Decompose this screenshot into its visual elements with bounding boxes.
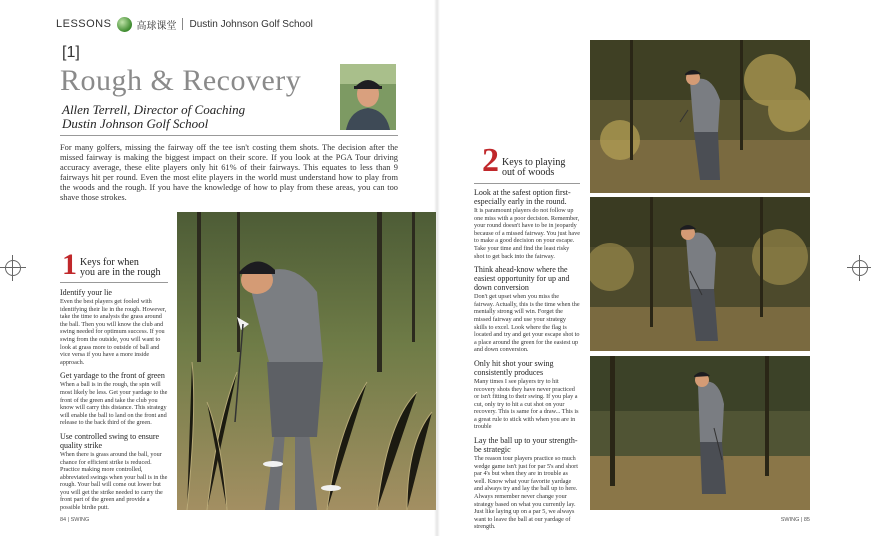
key-item-body: Many times I see players try to hit recovery shots they have never practiced or isn't fitting to their swing. If you play a cut, only try to hit a cut shot on your recovery. This is same for a draw... This is a great rule to stick with when you are in trouble [474,377,579,431]
key-item-body: Even the best players get fooled with identifying their lie in the rough. However, take the time to analysis the grass around the ball. Then you will know the club and swing needed for optimum success. If you swing from the outside, you will want to look at grass more to outside of ball and vice versa if you have a more inside approach. [60,298,167,366]
intro-paragraph: For many golfers, missing the fairway off the tee isn't costing them shots. The decision after the missed fairway is making the biggest impact on their score. If you look at the PGA Tour driving accuracy average, these elite players only hit 61% of their fairways. This equates to less than 9 fairways hit per round. Even the most elite players in the world must understand how to play from the woods and the rough. If you have the knowledge of how to play from these areas, you can too shave those strokes. [60,143,398,202]
article-title: Rough & Recovery [60,64,302,97]
key-item [60,371,168,427]
key-item [474,436,580,531]
section-1-number: 1 [62,248,77,281]
page-header [56,14,313,34]
byline-school: Dustin Johnson Golf School [62,116,209,131]
section-2-rule [474,183,580,184]
section-1-heading-line-1: Keys for when [80,257,139,268]
key-item-title: Only hit shot your swing consistently produces [474,358,554,377]
golf-ball-logo-icon [117,17,132,32]
section-label: LESSONS [56,18,112,30]
registration-mark-icon [0,255,26,281]
title-rule [60,135,398,136]
article-number: [1] [62,44,80,61]
section-2-column [474,188,580,536]
key-item-body: The reason tour players practice so much wedge game isn't just for par 5's and short par 4's but when they are in trouble as well. Know what your favorite yardage and always try and lay the ball up to here. Always remember never change your strategy based on what you currently lay. Just like laying up on a par 5, we always want to leave the ball at our yardage of strength. [474,455,578,531]
section-1-rule [60,282,168,283]
key-item-body: When there is grass around the ball, your chance for efficient strike is reduced. Practice making more controlled, abbreviated swings when your ball is in the rough. Your ball will come out lower but you will get the strike needed to carry the front part of the green and provide a possible birdie putt. [60,450,168,512]
key-item [60,432,168,512]
key-item [474,265,580,354]
footer-right: SWING | 85 [780,517,810,523]
key-item [474,359,580,431]
key-item [474,188,580,260]
key-item-body: When a ball is in the rough, the spin will most likely be less. Get your yardage to the front of the green and take the club you know will carry this distance. This strategy will enable the ball to land on the front and release to the back third of the green. [60,381,168,427]
key-item [60,288,168,366]
header-school: Dustin Johnson Golf School [189,18,313,30]
section-2-heading-line-1: Keys to playing [502,157,566,168]
key-item-body: It is paramount players do not follow up one miss with a poor decision. Remember, your round doesn't have to be in jeopardy because of a missed fairway. You just have to make a good decision on your escape. Take your time and find the least risky shot to get back into the fairway. [474,207,580,260]
section-2-heading [482,144,565,178]
author-portrait [340,64,396,130]
key-item-title: Get yardage to the front of green [60,371,165,381]
key-item-body: Don't get upset when you miss the fairway. Actually, this is the time when the mentally strong will win. Forget the missed fairway and use your strategy skills to excel. Look where the flag is located and try and get your escape shot to a place around the green for the easiest up and down conversion. [474,293,580,354]
footer-left: 84 | SWING [60,517,90,523]
photo-rough-swing [177,212,436,510]
section-1-column [60,288,168,517]
photo-woods-2 [590,197,810,351]
key-item-title: Think ahead-know where the easiest opportunity for up and down conversion [474,265,570,293]
photo-woods-1 [590,40,810,193]
header-divider [182,18,183,30]
section-2-heading-line-2: out of woods [502,167,555,178]
byline [62,103,245,131]
photo-woods-3 [590,356,810,510]
brand-chinese: 高球课堂 [136,20,177,32]
section-2-number: 2 [482,142,499,179]
key-item-title: Identify your lie [60,288,112,297]
key-item-title: Use controlled swing to ensure quality strike [60,431,160,450]
section-1-heading [62,250,161,280]
byline-author: Allen Terrell, Director of Coaching [62,102,246,117]
registration-mark-icon [847,255,871,281]
key-item-title: Look at the safest option first- especially early in the round. [474,188,571,206]
section-1-heading-line-2: you are in the rough [80,267,161,278]
key-item-title: Lay the ball up to your strength-be strategic [474,436,578,455]
